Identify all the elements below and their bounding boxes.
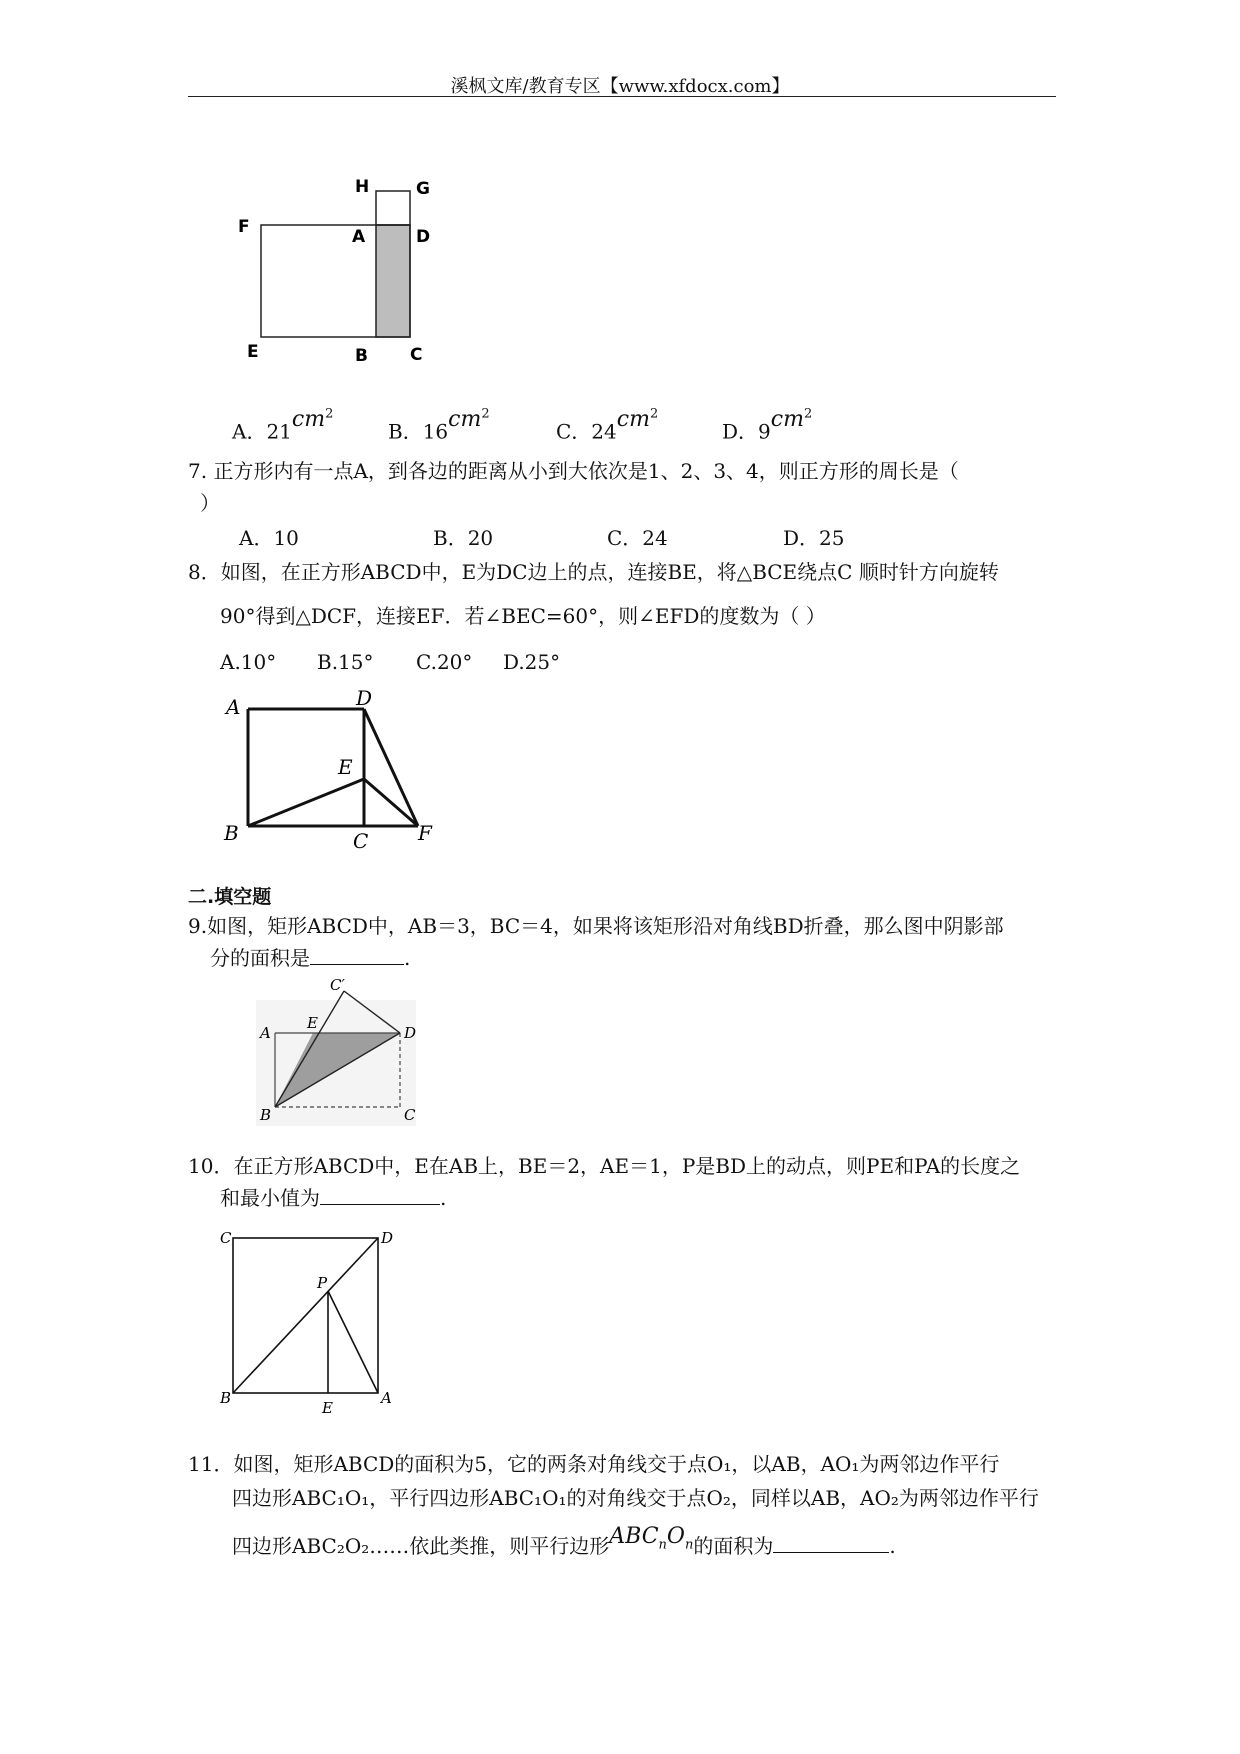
q6-option-d-exp: 2 bbox=[803, 407, 813, 422]
fig10-label-c: C bbox=[220, 1229, 232, 1247]
fig6-label-g: G bbox=[416, 179, 430, 199]
q8-line1: 8．如图，在正方形ABCD中，E为DC边上的点，连接BE，将△BCE绕点C 顺时针方向旋转 bbox=[188, 560, 999, 584]
q6-option-a-label: A．21 bbox=[232, 419, 292, 444]
section-title: 二.填空题 bbox=[188, 886, 272, 908]
q7-option-a: A．10 bbox=[239, 526, 299, 550]
fig9-label-cprime: C′ bbox=[330, 976, 345, 994]
fig10-line-bd bbox=[233, 1238, 378, 1393]
q11-math-o: O bbox=[666, 1524, 685, 1549]
q6-option-d-label: D．9 bbox=[722, 419, 771, 444]
q11-line1: 11．如图，矩形ABCD的面积为5，它的两条对角线交于点O₁，以AB，AO₁为两邻边作平行 bbox=[188, 1452, 1000, 1476]
q7-line1: 7. 正方形内有一点A，到各边的距离从小到大依次是1、2、3、4，则正方形的周长是（ bbox=[188, 459, 959, 483]
fig9-label-b: B bbox=[260, 1106, 272, 1124]
q8-line2: 90°得到△DCF，连接EF．若∠BEC=60°，则∠EFD的度数为（ ） bbox=[220, 604, 826, 628]
q6-option-b-unit: cm bbox=[448, 407, 482, 433]
q11-math-expression bbox=[609, 1524, 694, 1553]
q11-line3-start: 四边形ABC₂O₂……依此类推，则平行边形 bbox=[232, 1534, 610, 1558]
fig8-label-d: D bbox=[356, 686, 373, 710]
fig6-label-a: A bbox=[352, 227, 366, 247]
q11-line3-end: 的面积为 bbox=[693, 1534, 774, 1558]
q6-option-b-exp: 2 bbox=[481, 407, 490, 422]
q6-option-a-unit: cm bbox=[291, 407, 326, 433]
fig6-label-b: B bbox=[355, 346, 368, 366]
q9-line1: 9.如图，矩形ABCD中，AB＝3，BC＝4，如果将该矩形沿对角线BD折叠，那么图中阴影部 bbox=[188, 914, 1004, 938]
q11-answer-blank bbox=[773, 1532, 889, 1553]
fig10-label-p: P bbox=[317, 1274, 328, 1292]
fig10-label-d: D bbox=[381, 1229, 394, 1247]
fig8-label-c: C bbox=[353, 829, 369, 853]
q11-math-n1: n bbox=[658, 1537, 667, 1553]
q9-line2-text: 分的面积是 bbox=[210, 946, 310, 970]
fig9-label-d: D bbox=[404, 1024, 417, 1042]
fig6-label-d: D bbox=[416, 227, 431, 247]
fig6-label-f: F bbox=[238, 217, 250, 237]
q10-line2-text: 和最小值为 bbox=[220, 1186, 320, 1210]
q11-line3 bbox=[232, 1524, 896, 1569]
q10-line1: 10．在正方形ABCD中，E在AB上，BE＝2，AE＝1，P是BD上的动点，则PE和PA的长度之 bbox=[188, 1154, 1021, 1178]
q8-option-b: B.15° bbox=[317, 650, 374, 674]
q11-math-abc: ABC bbox=[609, 1524, 659, 1549]
fig10-label-b: B bbox=[220, 1389, 232, 1407]
fig8-label-e: E bbox=[338, 755, 353, 779]
fig8-label-f: F bbox=[418, 821, 432, 845]
fig9-label-a: A bbox=[260, 1024, 271, 1042]
q7-option-c: C．24 bbox=[607, 526, 668, 550]
q8-option-a: A.10° bbox=[220, 650, 277, 674]
fig6-label-e: E bbox=[247, 342, 259, 362]
q6-option-c-exp: 2 bbox=[649, 407, 659, 422]
q7-line2: ） bbox=[200, 491, 220, 515]
fig6-label-c: C bbox=[410, 345, 423, 365]
q9-line2-end: . bbox=[404, 946, 411, 970]
fig8-label-b: B bbox=[224, 821, 239, 845]
q6-option-b-label: B．16 bbox=[388, 419, 449, 444]
fig10-label-e: E bbox=[322, 1399, 333, 1417]
fig10-label-a: A bbox=[381, 1389, 392, 1407]
q6-option-d-unit: cm bbox=[770, 407, 804, 433]
q7-option-d: D．25 bbox=[783, 526, 845, 550]
q6-option-a-exp: 2 bbox=[325, 407, 334, 422]
q8-option-d: D.25° bbox=[503, 650, 561, 674]
page-header: 溪枫文库/教育专区【www.xfdocx.com】 bbox=[450, 76, 790, 97]
q11-line2: 四边形ABC₁O₁，平行四边形ABC₁O₁的对角线交于点O₂，同样以AB，AO₂为两邻边作平行 bbox=[232, 1486, 1039, 1510]
q10-line2-end: . bbox=[440, 1186, 447, 1210]
fig9-label-e: E bbox=[307, 1014, 318, 1032]
q6-option-c-label: C．24 bbox=[556, 419, 617, 444]
q6-option-c-unit: cm bbox=[616, 407, 650, 433]
q11-math-n2: n bbox=[684, 1537, 694, 1553]
q8-option-c: C.20° bbox=[416, 650, 473, 674]
q11-line3-tail: . bbox=[889, 1534, 896, 1558]
q7-option-b: B．20 bbox=[433, 526, 494, 550]
fig6-label-h: H bbox=[355, 177, 370, 197]
fig10-line-pa bbox=[328, 1291, 378, 1393]
fig8-label-a: A bbox=[226, 695, 241, 719]
fig9-label-c: C bbox=[404, 1106, 416, 1124]
